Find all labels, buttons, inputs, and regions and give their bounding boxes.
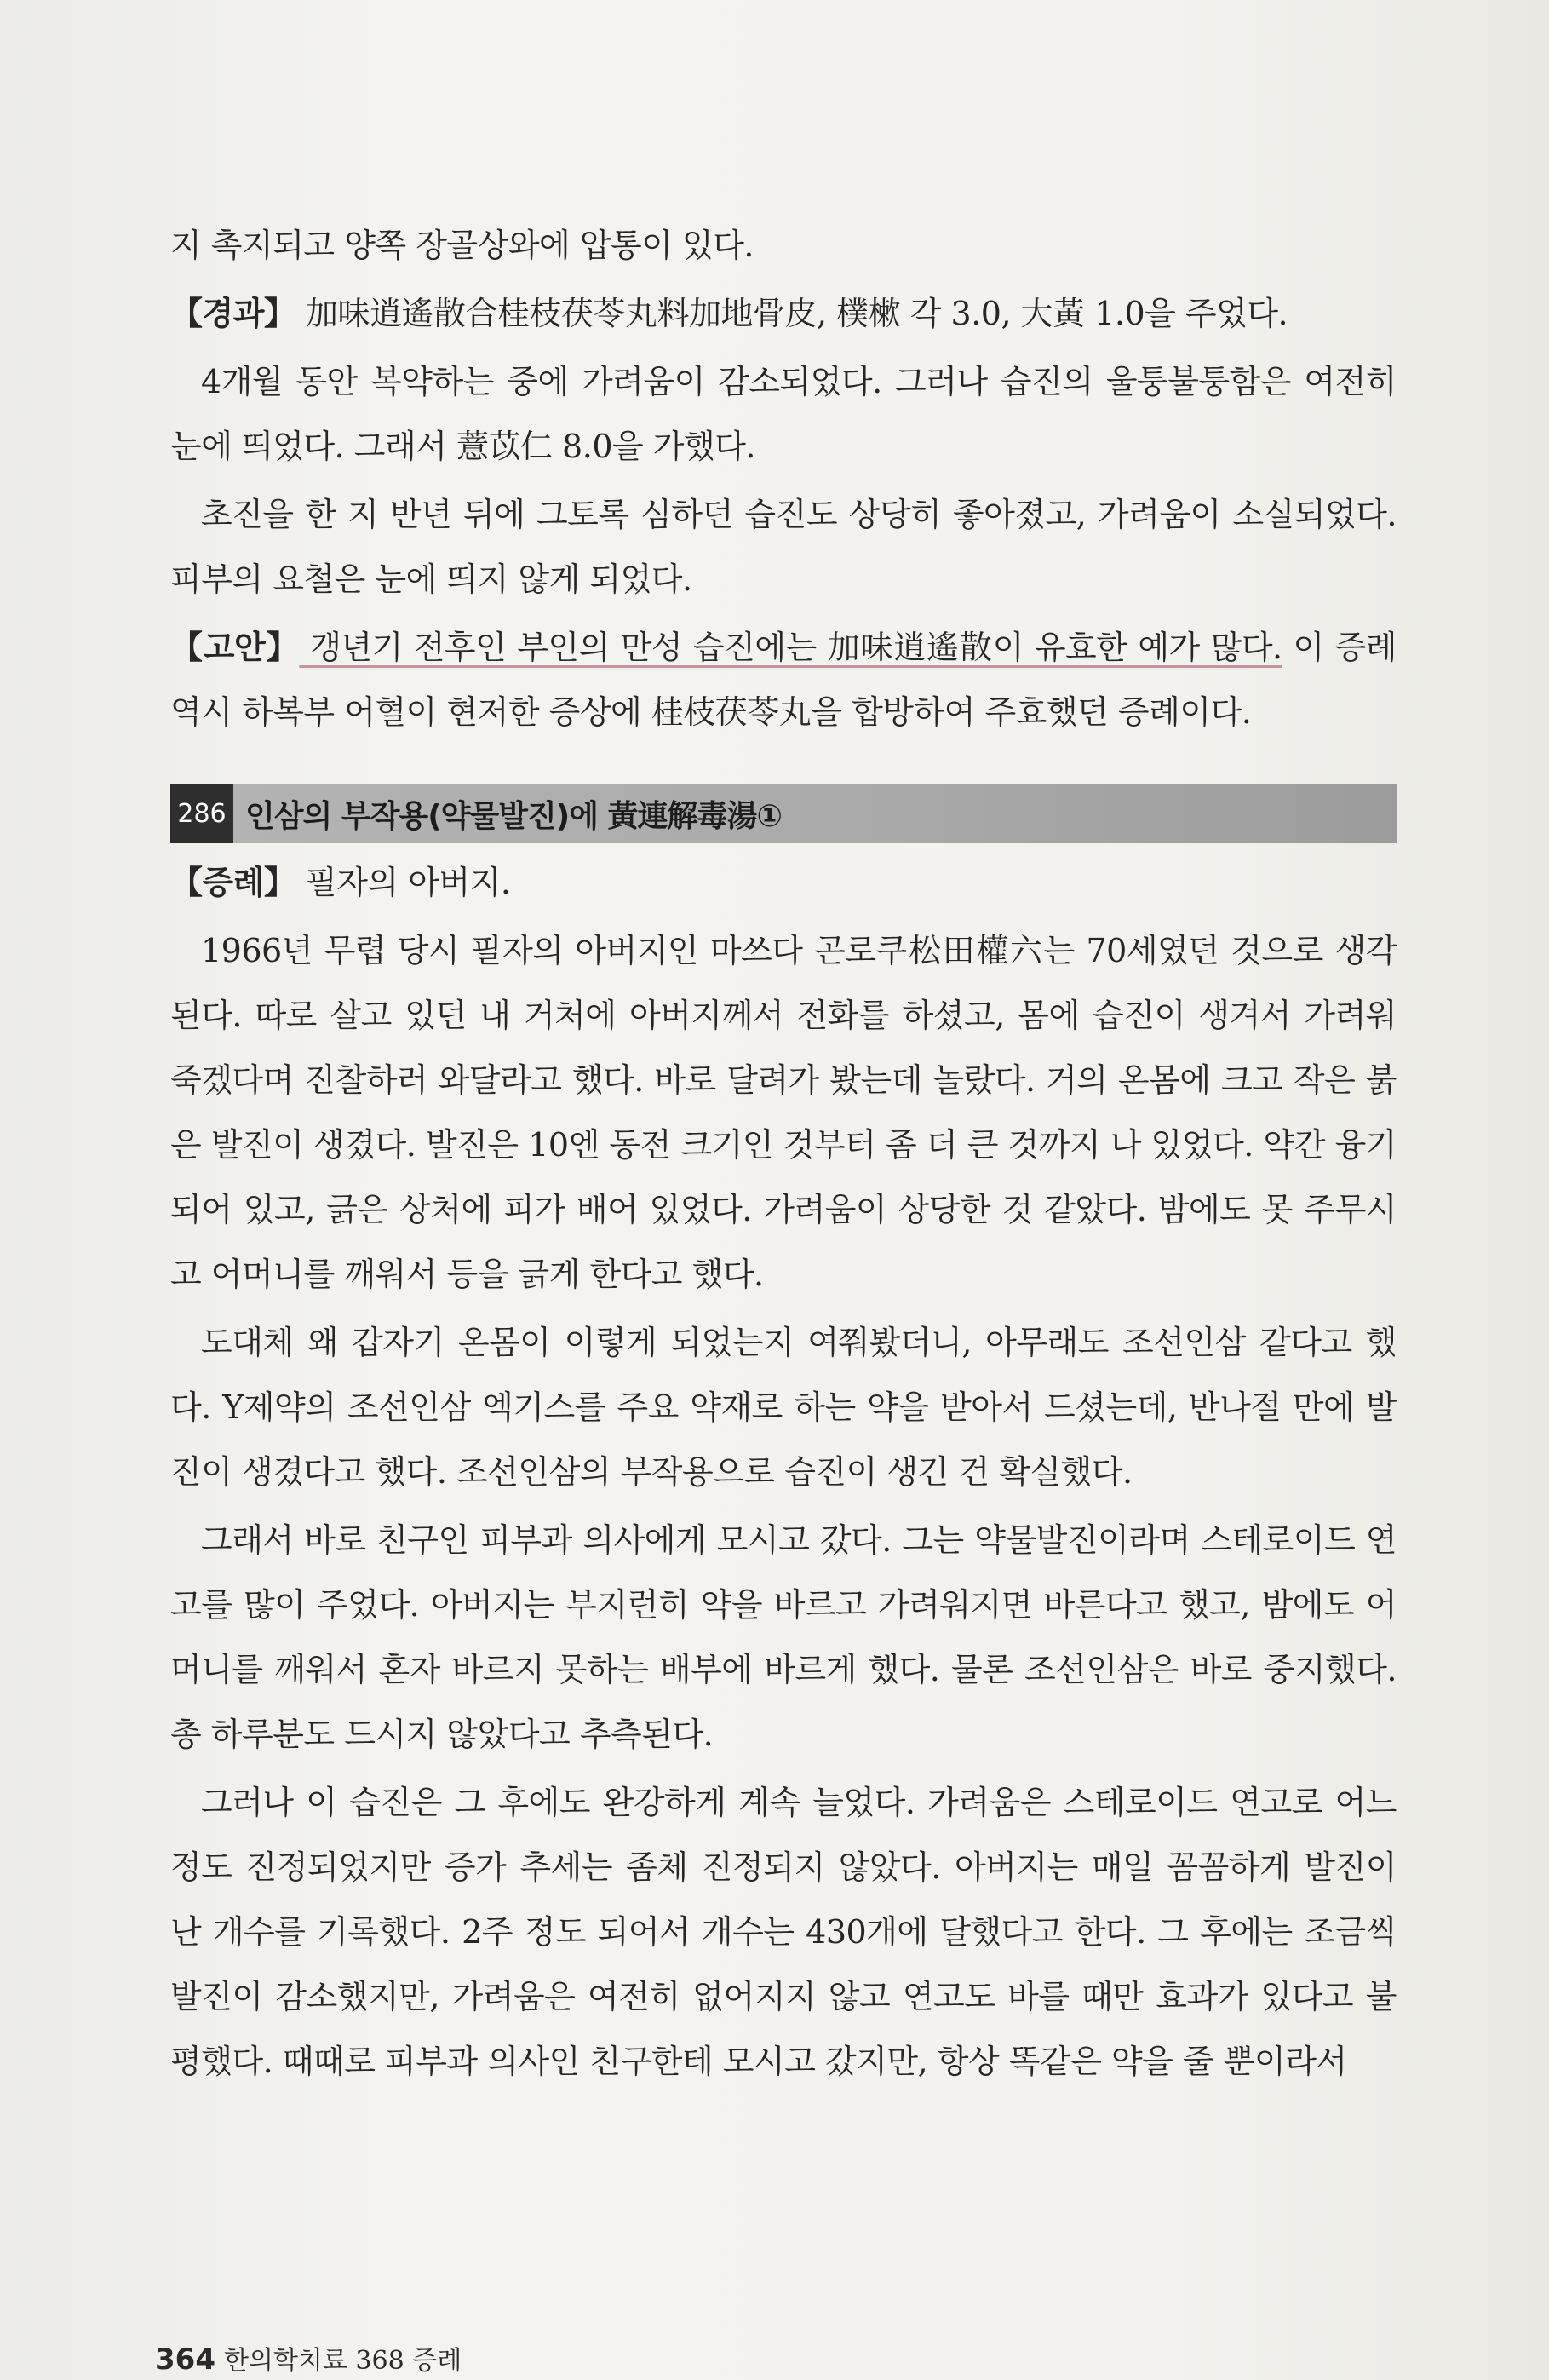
- paragraph-text: 加味逍遙散合桂枝茯苓丸料加地骨皮, 樸樕 각 3.0, 大黃 1.0을 주었다.: [295, 295, 1288, 332]
- paragraph-text: 필자의 아버지.: [295, 864, 511, 901]
- paragraph-exam-continued: [170, 213, 1397, 278]
- tag-case: 【증례】: [170, 864, 296, 901]
- paragraph-treatment: [170, 1508, 1397, 1767]
- paragraph-text: 그래서 바로 친구인 피부과 의사에게 모시고 갔다. 그는 약물발진이라며 스테로이드 연고를 많이 주었다. 아버지는 부지런히 약을 바르고 가려워지면 바른다고 했고, 밤에도 어머니를 깨워서 혼자 바르지 못하는 배부에 바르게 했다. 물론 조선인삼은 바로 중지했다. 총 하루분도 드시지 않았다고 추측된다.: [170, 1521, 1397, 1753]
- paragraph-course: [170, 281, 1397, 346]
- paragraph-cause: [170, 1310, 1397, 1504]
- paragraph-text: 4개월 동안 복약하는 중에 가려움이 감소되었다. 그러나 습진의 울퉁불퉁함은 여전히 눈에 띄었다. 그래서 薏苡仁 8.0을 가했다.: [170, 363, 1397, 465]
- highlighted-sentence: 갱년기 전후인 부인의 만성 습진에는 加味逍遙散이 유효한 예가 많다.: [299, 629, 1282, 666]
- running-title: 한의학치료 368 증례: [223, 2346, 462, 2376]
- page-footer: [155, 2339, 462, 2377]
- page-number: 364: [155, 2343, 215, 2377]
- section-number: 286: [170, 784, 233, 843]
- tag-course: 【경과】: [170, 295, 296, 332]
- paragraph-text: 이 증례 역시 하복부 어혈이 현저한 증상에 桂枝茯苓丸을 합방하여 주효했던 증례이다.: [170, 629, 1397, 731]
- paragraph-history: [170, 918, 1397, 1307]
- paragraph-text: 초진을 한 지 반년 뒤에 그토록 심하던 습진도 상당히 좋아졌고, 가려움이 소실되었다. 피부의 요철은 눈에 띄지 않게 되었다.: [170, 496, 1397, 598]
- paragraph-text: 1966년 무렵 당시 필자의 아버지인 마쓰다 곤로쿠松田權六는 70세였던 것으로 생각된다. 따로 살고 있던 내 거처에 아버지께서 전화를 하셨고, 몸에 습진이 생겨서 가려워 죽겠다며 진찰하러 와달라고 했다. 바로 달려가 봤는데 놀랐다. 거의 온몸에 크고 작은 붉은 발진이 생겼다. 발진은 10엔 동전 크기인 것부터 좀 더 큰 것까지 나 있었다. 약간 융기되어 있고, 긁은 상처에 피가 배어 있었다. 가려움이 상당한 것 같았다. 밤에도 못 주무시고 어머니를 깨워서 등을 긁게 한다고 했다.: [170, 932, 1397, 1293]
- paragraph-text: 지 촉지되고 양쪽 장골상와에 압통이 있다.: [170, 227, 754, 264]
- paragraph-text: 그러나 이 습진은 그 후에도 완강하게 계속 늘었다. 가려움은 스테로이드 연고로 어느 정도 진정되었지만 증가 추세는 좀체 진정되지 않았다. 아버지는 매일 꼼꼼하게 발진이 난 개수를 기록했다. 2주 정도 되어서 개수는 430개에 달했다고 한다. 그 후에는 조금씩 발진이 감소했지만, 가려움은 여전히 없어지지 않고 연고도 바를 때만 효과가 있다고 불평했다. 때때로 피부과 의사인 친구한테 모시고 갔지만, 항상 똑같은 약을 줄 뿐이라서: [170, 1784, 1397, 2080]
- paragraph-case: [170, 850, 1397, 915]
- paragraph-text: 도대체 왜 갑자기 온몸이 이렇게 되었는지 여쭤봤더니, 아무래도 조선인삼 같다고 했다. Y제약의 조선인삼 엑기스를 주요 약재로 하는 약을 받아서 드셨는데, 반나절 만에 발진이 생겼다고 했다. 조선인삼의 부작용으로 습진이 생긴 건 확실했다.: [170, 1324, 1397, 1491]
- section-title: 인삼의 부작용(약물발진)에 黃連解毒湯①: [245, 798, 782, 834]
- paragraph-progress: [170, 349, 1397, 479]
- paragraph-consideration: [170, 615, 1397, 744]
- paragraph-aftermath: [170, 1770, 1397, 2094]
- paragraph-outcome: [170, 482, 1397, 612]
- tag-consideration: 【고안】: [170, 629, 300, 666]
- page-content: [170, 213, 1397, 2097]
- section-heading: [170, 784, 1397, 843]
